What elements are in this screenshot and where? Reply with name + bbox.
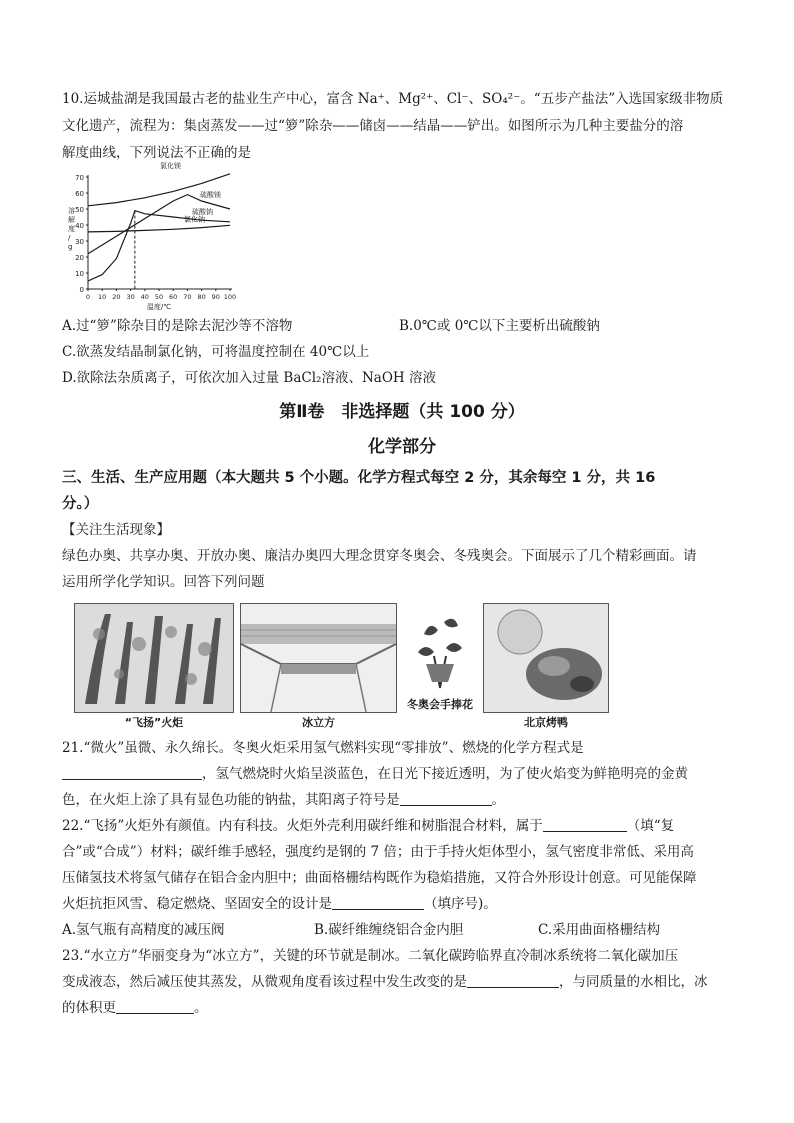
q10-option-a: A.过“箩”除杂目的是除去泥沙等不溶物 bbox=[62, 318, 293, 334]
q10-option-d: D.欲除法杂质离子，可依次加入过量 BaCl₂溶液、NaOH 溶液 bbox=[62, 370, 436, 386]
q23-line3 bbox=[62, 995, 742, 1021]
q21-line2 bbox=[62, 761, 742, 787]
q22-option-b: B.碳纤维缠绕铝合金内胆 bbox=[314, 922, 464, 938]
q23-line2 bbox=[62, 969, 742, 995]
photo-caption-duck: 北京烤鸭 bbox=[524, 716, 568, 729]
q22-option-c: C.采用曲面格栅结构 bbox=[538, 922, 661, 938]
focus-label: 【关注生活现象】 bbox=[62, 522, 170, 538]
volume-title: 第Ⅱ卷 非选择题（共 100 分） bbox=[279, 402, 525, 422]
x-tick-label: 10 bbox=[98, 293, 107, 301]
x-tick-label: 90 bbox=[211, 293, 220, 301]
torch-image bbox=[74, 603, 234, 713]
series-label-1: 硫酸镁 bbox=[200, 191, 221, 199]
x-tick-label: 20 bbox=[112, 293, 121, 301]
q22-line3: 压储氢技术将氢气储存在铝合金内胆中；曲面格栅结构既作为稳焰措施，又符合外形设计创意。可见能保障 bbox=[62, 870, 697, 886]
q21-line3-text: 色，在火炬上涂了具有显色功能的钠盐，其阳离子符号是 bbox=[62, 792, 400, 808]
q22-line1-text: 22.“飞扬”火炬外有颜值。内有科技。火炬外壳利用碳纤维和树脂混合材料，属于 bbox=[62, 818, 543, 834]
q21-line2-text: ，氢气燃烧时火焰呈淡蓝色，在日光下接近透明，为了使火焰变为鲜艳明亮的金黄 bbox=[202, 766, 688, 782]
q21-blank-cation[interactable] bbox=[400, 791, 492, 806]
x-axis-label: 温度/℃ bbox=[146, 303, 172, 311]
q10-stem-line1: 10.运城盐湖是我国最古老的盐业生产中心，富含 Na⁺、Mg²⁺、Cl⁻、SO₄²⁻。“五步产盐法”入选国家级非物质 bbox=[62, 91, 724, 107]
q23-line2-text: 变成液态，然后减压使其蒸发，从微观角度看该过程中发生改变的是 bbox=[62, 974, 467, 990]
x-tick-label: 60 bbox=[169, 293, 178, 301]
y-tick-label: 70 bbox=[75, 174, 84, 182]
q22-line4-end: （填序号)。 bbox=[424, 896, 497, 912]
series-label-0: 氯化镁 bbox=[160, 161, 181, 170]
x-tick-label: 100 bbox=[223, 293, 237, 301]
series-label-2: 硫酸钠 bbox=[192, 207, 213, 216]
x-tick-label: 0 bbox=[85, 293, 91, 301]
series-line-3 bbox=[88, 225, 230, 232]
roast-duck-image bbox=[483, 603, 609, 713]
q10-stem-line3: 解度曲线，下列说法不正确的是 bbox=[62, 145, 251, 161]
photo-torch bbox=[74, 603, 234, 731]
q10-stem-line2: 文化遗产，流程为：集卤蒸发——过“箩”除杂——储卤——结晶——铲出。如图所示为几种主要盐分的溶 bbox=[62, 118, 684, 134]
bouquet-image bbox=[403, 603, 477, 695]
q22-line1 bbox=[62, 813, 742, 839]
q10-option-c: C.欲蒸发结晶制氯化钠，可将温度控制在 40℃以上 bbox=[62, 344, 370, 360]
x-tick-label: 80 bbox=[197, 293, 206, 301]
y-tick-label: 10 bbox=[75, 270, 84, 278]
y-axis-label: 溶 bbox=[68, 207, 75, 215]
x-tick-label: 70 bbox=[183, 293, 192, 301]
arena-image bbox=[240, 603, 397, 713]
series-label-3: 氯化钠 bbox=[184, 215, 205, 224]
photo-caption-torch: “飞扬”火炬 bbox=[124, 716, 184, 729]
intro-line1: 绿色办奥、共享办奥、开放办奥、廉洁办奥四大理念贯穿冬奥会、冬残奥会。下面展示了几个精彩画面。请 bbox=[62, 548, 697, 564]
q22-line4 bbox=[62, 891, 742, 917]
q21-line3 bbox=[62, 787, 742, 813]
y-tick-label: 60 bbox=[75, 190, 84, 198]
y-tick-label: 40 bbox=[75, 222, 84, 230]
photo-bouquet bbox=[403, 603, 477, 713]
exam-page bbox=[62, 86, 742, 1021]
y-tick-label: 30 bbox=[75, 238, 84, 246]
part3-heading-line1: 三、生活、生产应用题（本大题共 5 个小题。化学方程式每空 2 分，其余每空 1 分，共 16 bbox=[62, 470, 656, 486]
q10-option-b: B.0℃或 0℃以下主要析出硫酸钠 bbox=[399, 318, 600, 334]
series-line-2 bbox=[88, 211, 230, 281]
q22-line4-text: 火炬抗拒风雪、稳定燃烧、坚固安全的设计是 bbox=[62, 896, 332, 912]
q23-line3-text: 的体积更 bbox=[62, 1000, 116, 1016]
x-tick-label: 40 bbox=[140, 293, 149, 301]
x-tick-label: 30 bbox=[126, 293, 135, 301]
q23-line2-end: ，与同质量的水相比，冰 bbox=[559, 974, 708, 990]
y-axis-label: / bbox=[68, 234, 71, 242]
q21-line3-end: 。 bbox=[491, 792, 505, 808]
q22-options bbox=[62, 917, 742, 943]
q10-options-ab bbox=[62, 313, 742, 339]
q23-line1: 23.“水立方”华丽变身为“冰立方”，关键的环节就是制冰。二氧化碳跨临界直冷制冰系统将二氧化碳加压 bbox=[62, 948, 679, 964]
q23-line3-end: 。 bbox=[194, 1000, 208, 1016]
q22-line2: 合”或“合成”）材料；碳纤维手感轻，强度约是钢的 7 倍；由于手持火炬体型小，氢气密度非常低、采用高 bbox=[62, 844, 694, 860]
solubility-chart-svg bbox=[62, 161, 252, 311]
photo-arena bbox=[240, 603, 397, 731]
x-tick-label: 50 bbox=[154, 293, 164, 301]
q22-line1-end: （填“复 bbox=[626, 818, 675, 834]
y-axis-label: 解 bbox=[68, 216, 75, 224]
photo-strip bbox=[74, 603, 742, 731]
y-tick-label: 20 bbox=[75, 254, 84, 262]
photo-duck bbox=[483, 603, 609, 731]
q23-blank-micro[interactable] bbox=[467, 973, 559, 988]
q21-blank-equation[interactable] bbox=[62, 765, 202, 780]
y-axis-label: 度 bbox=[68, 225, 75, 233]
y-tick-label: 50 bbox=[75, 206, 84, 214]
photo-caption-arena: 冰立方 bbox=[302, 716, 335, 729]
q22-option-a: A.氢气瓶有高精度的减压阀 bbox=[62, 922, 225, 938]
photo-caption-bouquet: 冬奥会手捧花 bbox=[407, 698, 473, 711]
q22-blank-material[interactable] bbox=[543, 817, 627, 832]
q21-line1: 21.“微火”虽微、永久绵长。冬奥火炬采用氢气燃料实现“零排放”、燃烧的化学方程式是 bbox=[62, 740, 584, 756]
part3-heading-line2: 分。） bbox=[62, 496, 99, 512]
y-tick-label: 0 bbox=[79, 286, 84, 294]
subject-title: 化学部分 bbox=[368, 437, 436, 457]
y-axis-label: g bbox=[68, 243, 73, 251]
series-line-0 bbox=[88, 174, 230, 206]
q22-blank-choice[interactable] bbox=[332, 895, 424, 910]
q23-blank-volume[interactable] bbox=[116, 999, 194, 1014]
intro-line2: 运用所学化学知识。回答下列问题 bbox=[62, 574, 265, 590]
solubility-chart bbox=[62, 161, 252, 311]
